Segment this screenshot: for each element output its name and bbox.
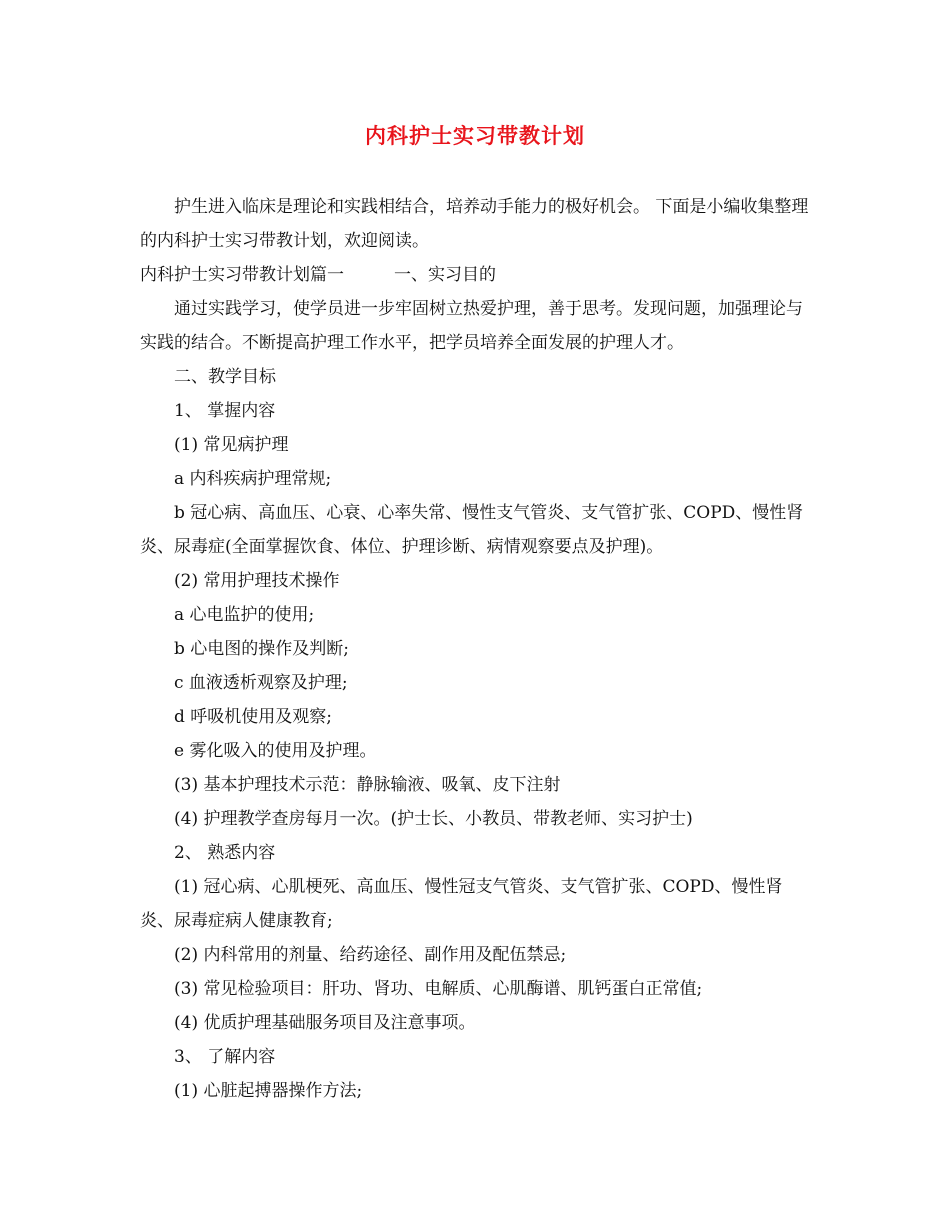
list-item: 3、 了解内容 [174,1047,276,1067]
list-item: (3) 基本护理技术示范：静脉输液、吸氧、皮下注射 [174,775,561,795]
list-item: d 呼吸机使用及观察; [174,707,333,727]
intro-paragraph: 护生进入临床是理论和实践相结合，培养动手能力的极好机会。 下面是小编收集整理的内科护士实习带教计划，欢迎阅读。 [140,197,809,251]
list-item: 2、 熟悉内容 [174,843,276,863]
list-item: (1) 常见病护理 [174,435,289,455]
list-item: (1) 冠心病、心肌梗死、高血压、慢性冠支气管炎、支气管扩张、COPD、慢性肾炎、尿毒症病人健康教育; [140,877,783,931]
list-item: b 冠心病、高血压、心衰、心率失常、慢性支气管炎、支气管扩张、COPD、慢性肾炎、尿毒症(全面掌握饮食、体位、护理诊断、病情观察要点及护理)。 [140,503,804,557]
plan-heading: 内科护士实习带教计划篇一 [140,265,344,285]
list-item: e 雾化吸入的使用及护理。 [174,741,377,761]
list-item: (4) 护理教学查房每月一次。(护士长、小教员、带教老师、实习护士) [174,809,693,829]
list-item: b 心电图的操作及判断; [174,639,350,659]
list-item: (2) 内科常用的剂量、给药途径、副作用及配伍禁忌; [174,945,567,965]
section1-heading: 一、实习目的 [394,265,496,285]
list-item: (2) 常用护理技术操作 [174,571,340,591]
list-item: (1) 心脏起搏器操作方法; [174,1081,363,1101]
list-item: (4) 优质护理基础服务项目及注意事项。 [174,1013,476,1033]
list-item: (3) 常见检验项目：肝功、肾功、电解质、心肌酶谱、肌钙蛋白正常值; [174,979,703,999]
list-item: 1、 掌握内容 [174,401,276,421]
plan-heading-line [140,258,812,292]
document-body [140,190,812,1108]
purpose-paragraph: 通过实践学习，使学员进一步牢固树立热爱护理，善于思考。发现问题，加强理论与实践的结合。不断提高护理工作水平，把学员培养全面发展的护理人才。 [140,299,803,353]
list-item: c 血液透析观察及护理; [174,673,348,693]
document-title: 内科护士实习带教计划 [365,124,585,148]
list-item: a 内科疾病护理常规; [174,469,332,489]
section2-heading: 二、教学目标 [174,367,276,387]
list-item: a 心电监护的使用; [174,605,315,625]
